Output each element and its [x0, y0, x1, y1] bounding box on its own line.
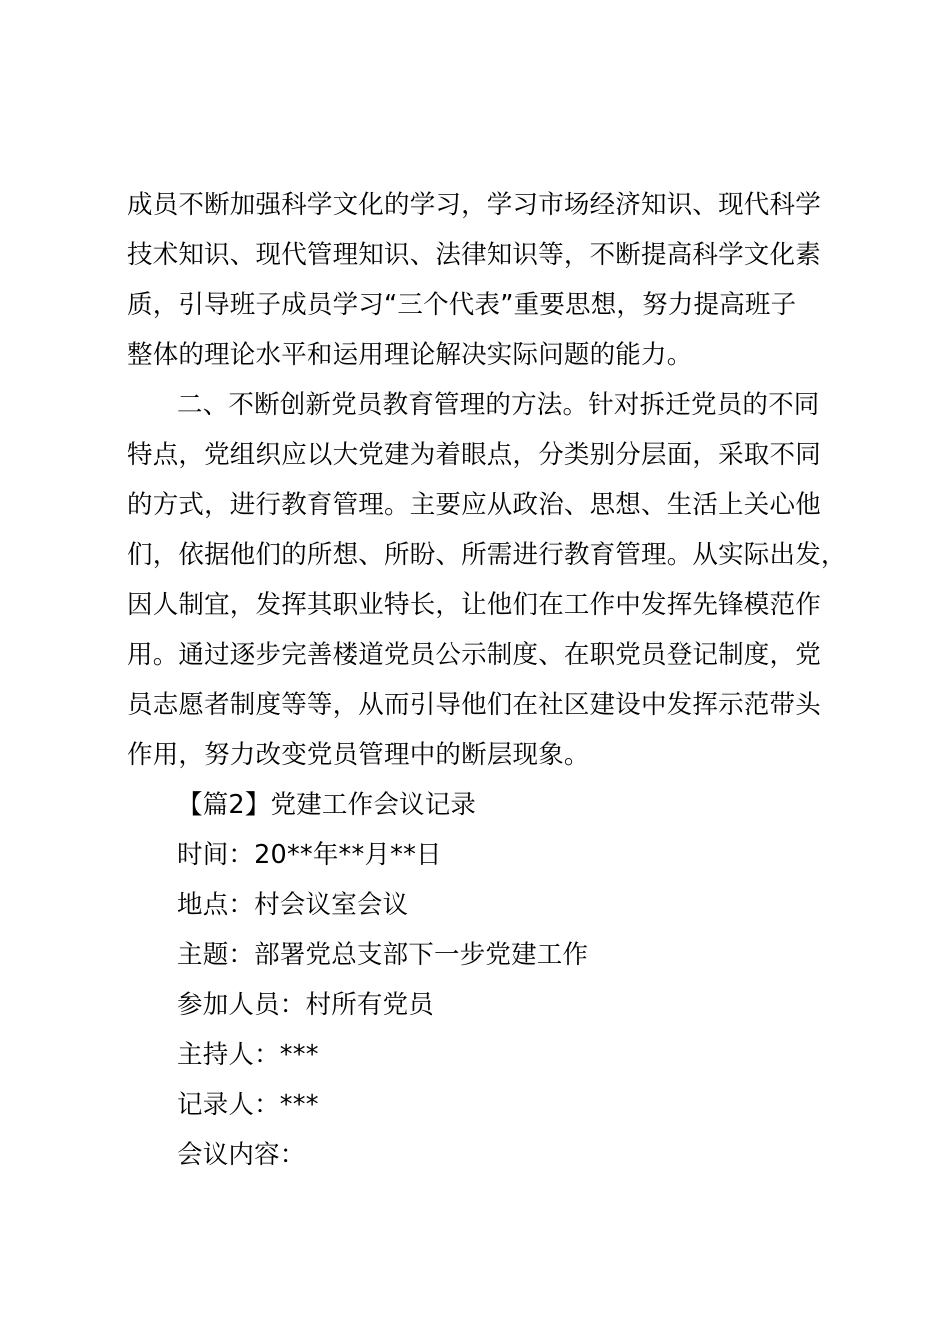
meeting-attendees: 参加人员：村所有党员	[177, 990, 435, 1020]
meeting-time: 时间：20**年**月**日	[177, 840, 442, 870]
paragraph-2-line-2: 特点，党组织应以大党建为着眼点，分类别分层面，采取不同	[127, 440, 821, 470]
meeting-recorder: 记录人：***	[177, 1090, 319, 1120]
paragraph-2-line-1: 二、不断创新党员教育管理的方法。针对拆迁党员的不同	[177, 390, 820, 420]
section-heading: 【篇2】党建工作会议记录	[177, 790, 477, 820]
paragraph-2-line-5: 因人制宜，发挥其职业特长，让他们在工作中发挥先锋模范作	[127, 590, 821, 620]
meeting-place: 地点：村会议室会议	[177, 890, 409, 920]
meeting-content-label: 会议内容：	[177, 1140, 306, 1170]
paragraph-1-line-1: 成员不断加强科学文化的学习，学习市场经济知识、现代科学	[127, 190, 821, 220]
paragraph-2-line-8: 作用，努力改变党员管理中的断层现象。	[127, 740, 590, 770]
meeting-topic: 主题：部署党总支部下一步党建工作	[177, 940, 589, 970]
paragraph-1-line-3: 质，引导班子成员学习“三个代表”重要思想，努力提高班子	[127, 290, 797, 320]
paragraph-1-line-2: 技术知识、现代管理知识、法律知识等，不断提高科学文化素	[127, 240, 821, 270]
paragraph-2-line-6: 用。通过逐步完善楼道党员公示制度、在职党员登记制度，党	[127, 640, 821, 670]
paragraph-1-line-4: 整体的理论水平和运用理论解决实际问题的能力。	[127, 340, 693, 370]
paragraph-2-line-3: 的方式，进行教育管理。主要应从政治、思想、生活上关心他	[127, 490, 821, 520]
meeting-host: 主持人：***	[177, 1040, 319, 1070]
paragraph-2-line-4: 们，依据他们的所想、所盼、所需进行教育管理。从实际出发，	[127, 540, 847, 570]
paragraph-2-line-7: 员志愿者制度等等，从而引导他们在社区建设中发挥示范带头	[127, 690, 821, 720]
